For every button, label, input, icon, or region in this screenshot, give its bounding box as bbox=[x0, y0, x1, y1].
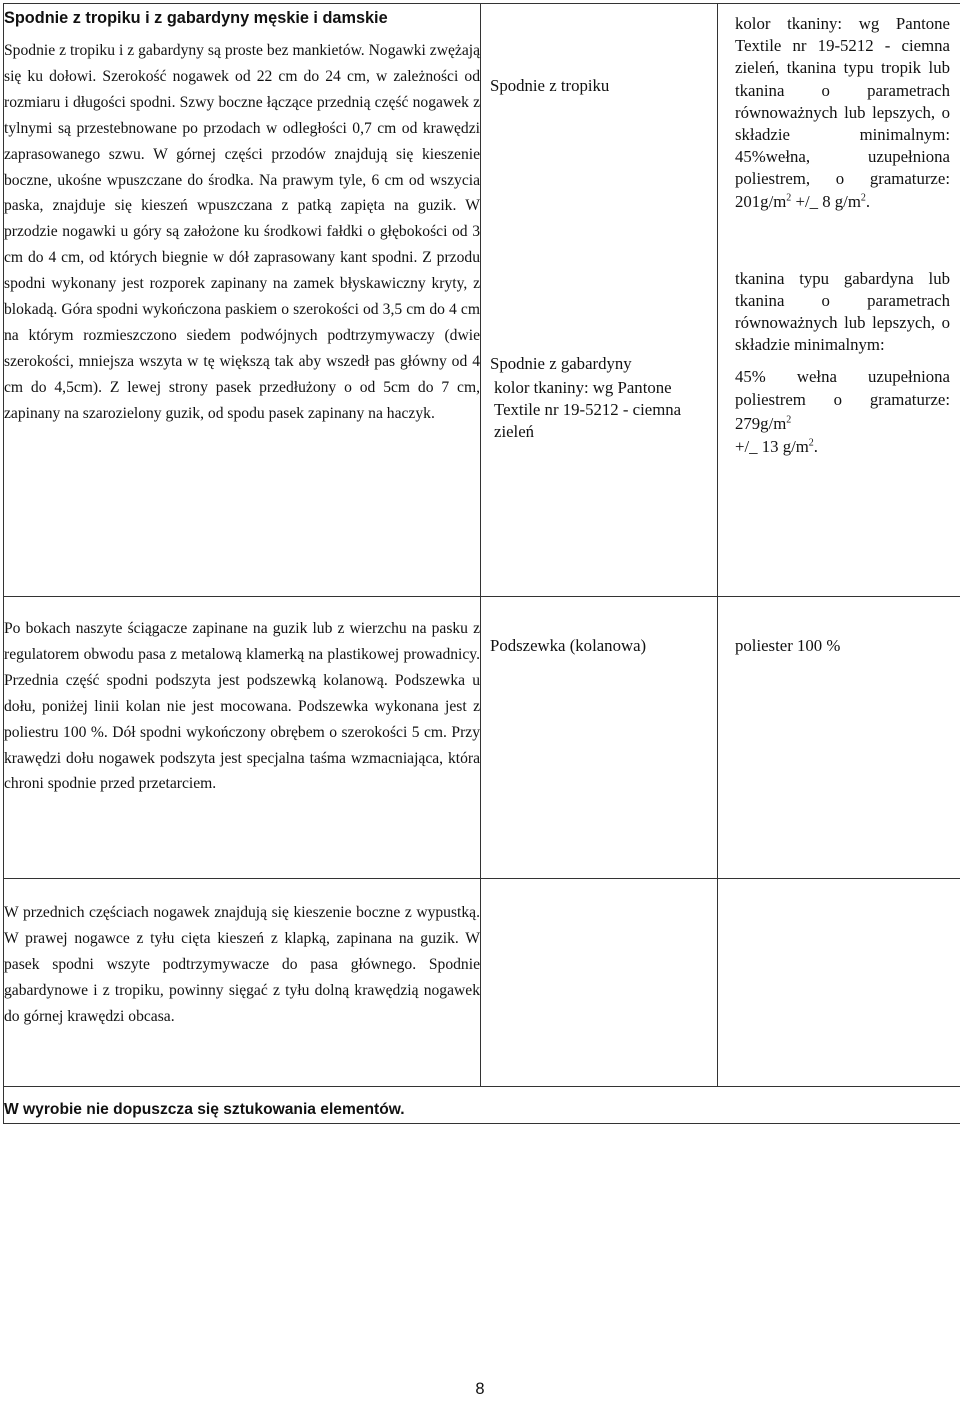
spec-cell bbox=[718, 597, 960, 879]
superscript: 2 bbox=[860, 192, 866, 204]
description-text: Spodnie z tropiku i z gabardyny są proste bez mankietów. Nogawki zwężają się ku dołowi. Szerokość nogawek od 22 cm do 24 cm, w zależności od rozmiaru i długości spodni. Szwy boczne łączące przednią część nogawek z tylnymi są przestebnowane po przodach w odległości 0,7 cm od krawędzi zaprasowanego szwu. W górnej części przodów znajdują się kieszenie boczne, ukośne wpuszczane do środka. Na prawym tyle, 6 cm od wszycia paska, znajduje się kieszeń wpuszczana z patką zapięta na guzik. W przodzie nogawki u góry są założone ku środkowi fałdki o głębokości od 3 cm do 4 cm, od których biegnie w dół zaprasowany kant spodni. Z przodu spodni wykonany jest rozporek zapinany na zamek błyskawiczny kryty, z blokadą. Góra spodni wykończona paskiem o szerokości od 3,5 cm do 4 cm na którym rozmieszczono siedem podwójnych podtrzymywaczy (dwie szerokości, mniejsza wszyta w tę większą tak aby wszedł pas główny od 4 cm do 4,5cm). Z lewej strony pasek przedłużony o od 5cm do 7 cm, zapinany na szarozielony guzik, od spodu pasek zapinany na haczyk. bbox=[4, 42, 480, 422]
spec-gabardyna-tolerance: +/_ 13 g/m bbox=[735, 437, 809, 457]
superscript: 2 bbox=[786, 414, 792, 426]
item-name-gabardyna: Spodnie z gabardyny bbox=[490, 354, 632, 373]
specification-table bbox=[3, 3, 960, 1124]
spec-gabardyna-text: 45% wełna uzupełniona poliestrem o gramaturze: 279g/m bbox=[735, 366, 950, 433]
note-cell bbox=[4, 1087, 960, 1124]
description-text: Po bokach naszyte ściągacze zapinane na guzik lub z wierzchu na pasku z regulatorem obwodu pasa z metalową klamerką na plastikowej prowadnicy. Przednia część spodni podszyta jest podszewką kolanową. Podszewka u dołu, poniżej linii kolan nie jest mocowana. Podszewka wykonana jest z poliestru 100 %. Dół spodni wykończony obrębem o szerokości 5 cm. Przy krawędzi dołu nogawek podszyta jest specjalna taśma wzmacniająca, która chroni spodnie przed przetarciem. bbox=[4, 620, 480, 793]
table-row bbox=[4, 597, 960, 879]
item-color-gabardyna: kolor tkaniny: wg Pantone Textile nr 19-5212 - ciemna zieleń bbox=[494, 378, 682, 441]
spec-tropik-tolerance: +/_ 8 g/m bbox=[795, 191, 861, 211]
period: . bbox=[813, 437, 818, 457]
spec-gabardyna-2 bbox=[718, 357, 960, 459]
description-cell bbox=[4, 597, 481, 879]
description-text: W przednich częściach nogawek znajdują się kieszenie boczne z wypustką. W prawej nogawce z tyłu cięta kieszeń z klapką, zapinana na guzik. W pasek spodni wszyte podtrzymywacze do pasa głównego. Spodnie gabardynowe i z tropiku, powinny sięgać z tyłu dolną krawędzią nogawek do górnej krawędzi obcasa. bbox=[4, 904, 480, 1025]
description-cell bbox=[4, 4, 481, 597]
description-cell bbox=[4, 879, 481, 1087]
spec-lining: poliester 100 % bbox=[735, 636, 841, 655]
empty-cell bbox=[718, 879, 960, 1087]
period: . bbox=[865, 191, 871, 211]
empty-cell bbox=[481, 879, 718, 1087]
page-number: 8 bbox=[475, 1380, 485, 1398]
item-cell bbox=[481, 4, 718, 597]
note-text: W wyrobie nie dopuszcza się sztukowania elementów. bbox=[4, 1101, 405, 1118]
superscript: 2 bbox=[786, 192, 792, 204]
spec-cell bbox=[718, 4, 960, 597]
spec-tropik bbox=[718, 4, 960, 213]
table-row bbox=[4, 879, 960, 1087]
item-name-tropik: Spodnie z tropiku bbox=[490, 76, 610, 95]
table-row bbox=[4, 4, 960, 597]
table-row bbox=[4, 1087, 960, 1124]
item-cell bbox=[481, 597, 718, 879]
item-name-lining: Podszewka (kolanowa) bbox=[490, 636, 647, 655]
spec-gabardyna-1: tkanina typu gabardyna lub tkanina o parametrach równoważnych lub lepszych, o składzie minimalnym: bbox=[735, 268, 950, 355]
superscript: 2 bbox=[808, 437, 814, 449]
section-heading: Spodnie z tropiku i z gabardyny męskie i damskie bbox=[4, 9, 388, 27]
spec-tropik-text: kolor tkaniny: wg Pantone Textile nr 19-5212 - ciemna zieleń, tkanina typu tropik lub tkanina o parametrach równoważnych lub lepszych, o składzie minimalnym: 45%wełna, uzupełniona poliestrem, o gramaturze: 201g/m bbox=[735, 14, 950, 211]
